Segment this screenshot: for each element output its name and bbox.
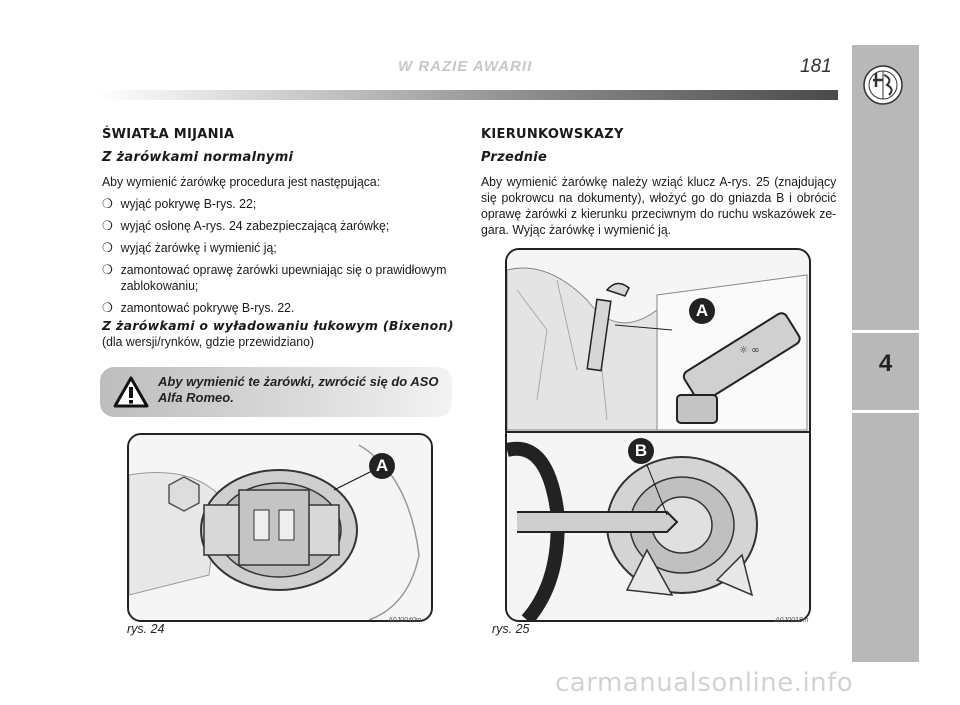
subheading-front: Przednie [481, 150, 548, 165]
figure-code: A0J0018m [775, 617, 809, 624]
figure-25 [505, 248, 811, 622]
figure-caption: rys. 25 [492, 622, 530, 636]
instruction-paragraph: Aby wymienić żarówkę należy wziąć klucz A-rys. 25 (znajdujący się pokrowcu na dokumenty), włożyć go do gniazda B i obrócić oprawę żarówki z kierunku przeciwnym do ruchu wskazówek ze-gara. Wyjąc żarówkę i wymienić ją. [481, 174, 837, 237]
figure-24 [127, 433, 433, 622]
warning-text: Aby wymienić te żarówki, zwrócić się do ASO Alfa Romeo. [158, 374, 439, 405]
callout-a: A [369, 453, 395, 479]
chapter-number: 4 [878, 350, 893, 377]
figure-code: A0J0040m [388, 617, 422, 624]
list-item: ❍ wyjąć pokrywę B-rys. 22; [102, 196, 451, 212]
sidebar-divider [852, 410, 919, 413]
section-heading: ŚWIATŁA MIJANIA [102, 127, 235, 142]
subheading-bixenon: Z żarówkami o wyładowaniu łukowym (Bixenon) [102, 318, 454, 333]
turn-signal-illustration [507, 250, 809, 620]
subheading-normal-bulbs: Z żarówkami normalnymi [102, 150, 294, 165]
alfa-romeo-logo-icon [863, 65, 903, 105]
intro-text: Aby wymienić żarówkę procedura jest następująca: [102, 174, 381, 189]
note-text: (dla wersji/rynków, gdzie przewidziano) [102, 334, 314, 349]
callout-b: B [628, 438, 654, 464]
figure-caption: rys. 24 [127, 622, 165, 636]
callout-a: A [689, 298, 715, 324]
running-header-title: W RAZIE AWARII [398, 58, 533, 75]
list-item: ❍ wyjąć żarówkę i wymienić ją; [102, 240, 451, 256]
list-item: ❍ zamontować oprawę żarówki upewniając się o prawidłowym zablokowaniu; [102, 262, 451, 294]
list-item: ❍ wyjąć osłonę A-rys. 24 zabezpieczającą żarówkę; [102, 218, 451, 234]
svg-text:☼ ∞: ☼ ∞ [739, 345, 760, 356]
header-rule [98, 90, 838, 100]
list-item: ❍ zamontować pokrywę B-rys. 22. [102, 300, 451, 316]
steps-list [102, 196, 451, 322]
page-number: 181 [800, 56, 832, 77]
watermark: carmanualsonline.info [555, 668, 854, 698]
sidebar-divider [852, 330, 919, 333]
section-heading: KIERUNKOWSKAZY [481, 127, 624, 142]
warning-triangle-icon [113, 376, 149, 408]
